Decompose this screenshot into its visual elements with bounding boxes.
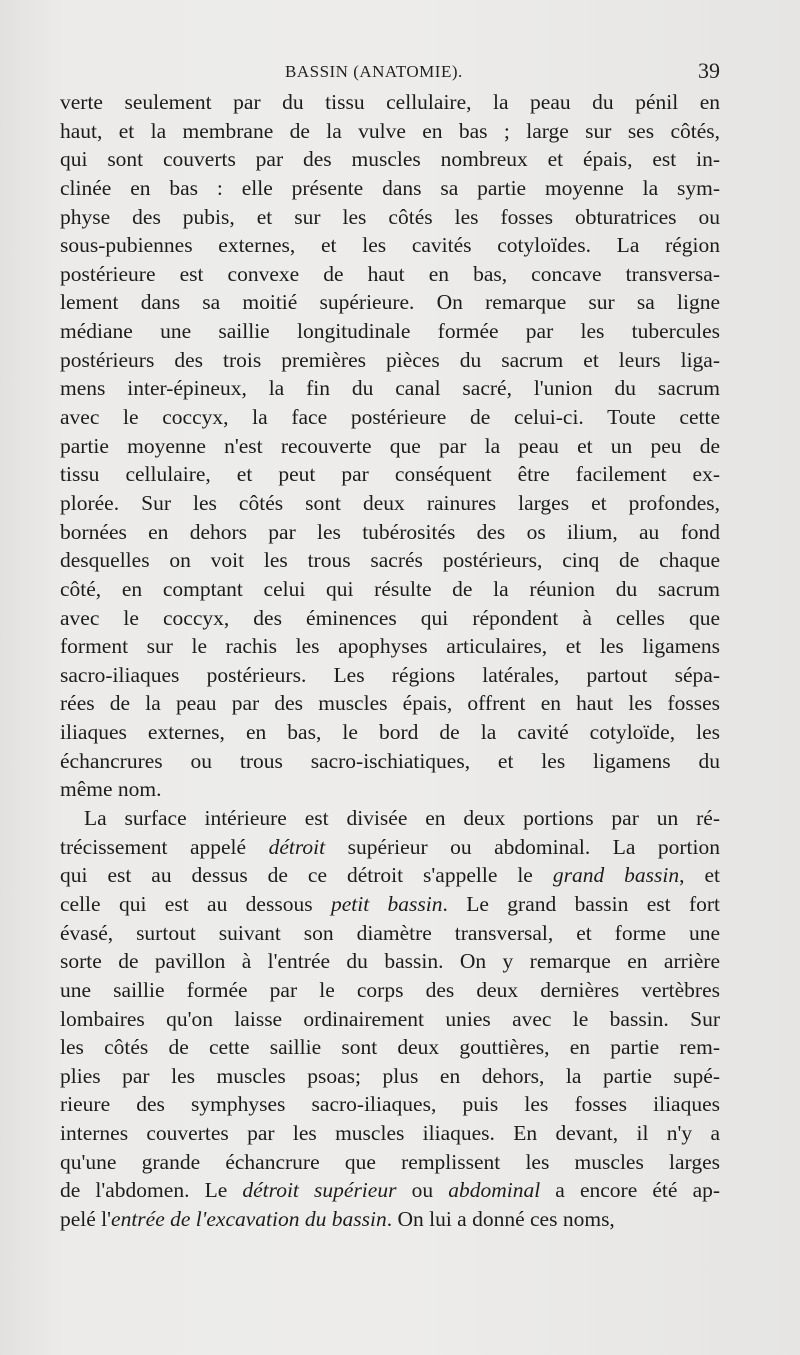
body-text — [60, 88, 720, 1234]
text-line: qu'une grande échancrure que remplissent les muscles larges — [60, 1149, 720, 1174]
text-line: lombaires qu'on laisse ordinairement unies avec le bassin. Sur — [60, 1006, 720, 1031]
text-line: celle qui est au dessous petit bassin. Le grand bassin est fort — [60, 891, 720, 916]
text-line: clinée en bas : elle présente dans sa partie moyenne la sym- — [60, 175, 720, 200]
text-line: pelé l'entrée de l'excavation du bassin. On lui a donné ces noms, — [60, 1206, 615, 1231]
text-line: partie moyenne n'est recouverte que par la peau et un peu de — [60, 433, 720, 458]
text-line: postérieure est convexe de haut en bas, concave transversa- — [60, 261, 720, 286]
text-line: postérieurs des trois premières pièces du sacrum et leurs liga- — [60, 347, 720, 372]
text-line: haut, et la membrane de la vulve en bas ; large sur ses côtés, — [60, 118, 720, 143]
text-line: forment sur le rachis les apophyses articulaires, et les ligamens — [60, 634, 720, 659]
text-line: lement dans sa moitié supérieure. On remarque sur sa ligne — [60, 290, 720, 315]
page-header — [60, 58, 720, 88]
text-line: les côtés de cette saillie sont deux gouttières, en partie rem- — [60, 1035, 720, 1060]
text-line: sacro-iliaques postérieurs. Les régions latérales, partout sépa- — [60, 662, 720, 687]
text-line: avec le coccyx, des éminences qui répondent à celles que — [60, 605, 720, 630]
text-line: qui sont couverts par des muscles nombreux et épais, est in- — [60, 147, 720, 172]
text-line: sous-pubiennes externes, et les cavités cotyloïdes. La région — [60, 233, 720, 258]
text-line: rées de la peau par des muscles épais, offrent en haut les fosses — [60, 691, 720, 716]
page-number: 39 — [698, 58, 720, 83]
text-line: qui est au dessus de ce détroit s'appelle le grand bassin, et — [60, 863, 720, 888]
text-line: mens inter-épineux, la fin du canal sacré, l'union du sacrum — [60, 376, 720, 401]
text-line: une saillie formée par le corps des deux dernières vertèbres — [60, 977, 720, 1002]
text-line: plies par les muscles psoas; plus en dehors, la partie supé- — [60, 1063, 720, 1088]
text-line: même nom. — [60, 777, 162, 802]
text-line: avec le coccyx, la face postérieure de celui-ci. Toute cette — [60, 405, 720, 430]
text-line: tissu cellulaire, et peut par conséquent être facilement ex- — [60, 462, 720, 487]
text-line: côté, en comptant celui qui résulte de la réunion du sacrum — [60, 576, 720, 601]
text-line: internes couvertes par les muscles iliaques. En devant, il n'y a — [60, 1121, 720, 1146]
running-head: BASSIN (ANATOMIE). — [285, 62, 463, 81]
paragraph-2 — [60, 804, 720, 1234]
text-line: plorée. Sur les côtés sont deux rainures larges et profondes, — [60, 490, 720, 515]
text-line: de l'abdomen. Le détroit supérieur ou abdominal a encore été ap- — [60, 1178, 720, 1203]
text-line: médiane une saillie longitudinale formée par les tubercules — [60, 319, 720, 344]
text-line: verte seulement par du tissu cellulaire, la peau du pénil en — [60, 90, 720, 114]
text-line: sorte de pavillon à l'entrée du bassin. On y remarque en arrière — [60, 949, 720, 974]
paragraph-1 — [60, 88, 720, 804]
text-line: bornées en dehors par les tubérosités des os ilium, au fond — [60, 519, 720, 544]
text-line: iliaques externes, en bas, le bord de la cavité cotyloïde, les — [60, 720, 720, 745]
text-line: trécissement appelé détroit supérieur ou abdominal. La portion — [60, 834, 720, 859]
text-line: rieure des symphyses sacro-iliaques, puis les fosses iliaques — [60, 1092, 720, 1117]
text-line: desquelles on voit les trous sacrés postérieurs, cinq de chaque — [60, 548, 720, 573]
text-line: échancrures ou trous sacro-ischiatiques, et les ligamens du — [60, 748, 720, 773]
text-line: La surface intérieure est divisée en deux portions par un ré- — [84, 806, 720, 831]
text-line: évasé, surtout suivant son diamètre transversal, et forme une — [60, 920, 720, 945]
text-line: physe des pubis, et sur les côtés les fosses obturatrices ou — [60, 204, 720, 229]
